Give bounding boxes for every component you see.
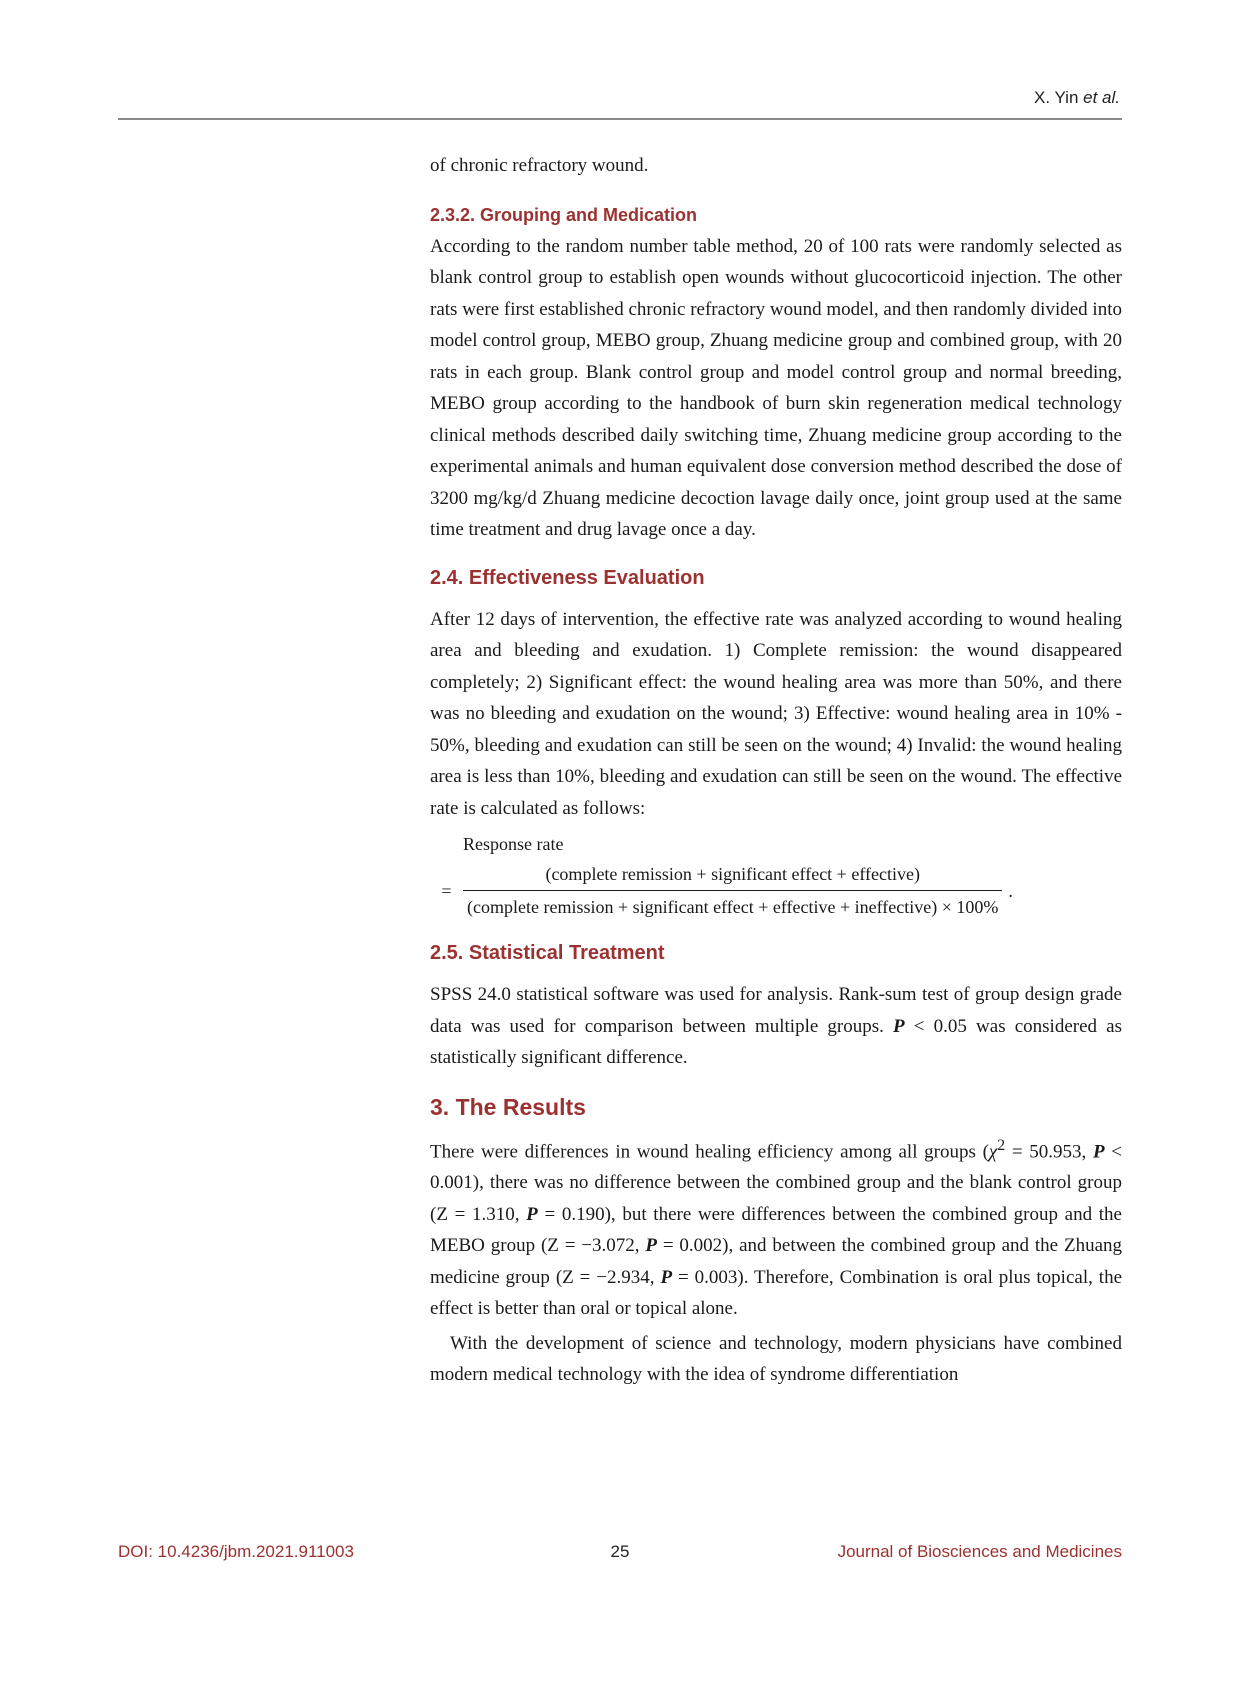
results-text: There were differences in wound healing efficiency among all groups ( [430,1140,989,1162]
results-text: = 0.190), but there were differences between the combined group and the MEBO group (Z = −3.072, [430,1203,1122,1257]
chi-symbol: χ [988,1140,998,1162]
results-text: = 0.003). Therefore, Combination is oral plus topical, the effect is better than oral or topical alone. [430,1266,1122,1320]
p-symbol: P [1092,1140,1105,1162]
running-head-etal: et al. [1083,88,1120,107]
section-2-5-heading: 2.5. Statistical Treatment [430,942,665,964]
footer-doi[interactable]: DOI: 10.4236/jbm.2021.911003 [118,1542,354,1561]
continuation-text: of chronic refractory wound. [430,155,649,176]
formula-fraction-row [430,860,1122,921]
results-paragraph-2: With the development of science and technology, modern physicians have combined modern medical technology with the idea of syndrome differentiation [430,1332,1122,1386]
section-2-5-text-b: < 0.05 was considered as statistically significant difference. [430,1015,1122,1068]
p-symbol: P [526,1203,538,1225]
footer-page-number: 25 [610,1542,630,1561]
section-2-5-text-a: SPSS 24.0 statistical software was used for analysis. Rank-sum test of group design grade data was used for comparison between multiple groups. [430,984,1122,1037]
running-head-author: X. Yin [1033,88,1079,107]
header-rule [118,118,1122,120]
section-2-4-body: After 12 days of intervention, the effective rate was analyzed according to wound healing area and bleeding and exudation. 1) Complete remission: the wound disappeared completely; 2) Significant effect: the wound healing area was more than 50%, and there was no bleeding and exudation on the wound; 3) Effective: wound healing area in 10% - 50%, bleeding and exudation can still be seen on the wound; 4) Invalid: the wound healing area is less than 10%, bleeding and exudation can still be seen on the wound. The effective rate is calculated as follows: [430,608,1122,819]
section-2-4-heading: 2.4. Effectiveness Evaluation [430,566,705,589]
results-text: = 50.953, [1005,1140,1093,1162]
section-3-heading: 3. The Results [430,1093,586,1120]
section-2-3-2-heading: 2.3.2. Grouping and Medication [430,204,698,225]
p-symbol: P [645,1235,657,1257]
section-2-3-2-body: According to the random number table method, 20 of 100 rats were randomly selected as blank control group to establish open wounds without glucocorticoid injection. The other rats were first established chronic refractory wound model, and then randomly divided into model control group, MEBO group, Zhuang medicine group and combined group, with 20 rats in each group. Blank control group and model control group and normal breeding, MEBO group according to the handbook of burn skin regeneration medical technology clinical methods described daily switching time, Zhuang medicine group according to the experimental animals and human equivalent dose conversion method described the dose of 3200 mg/kg/d Zhuang medicine decoction lavage daily once, joint group used at the same time treatment and drug lavage once a day. [430,235,1122,540]
page-footer [118,1542,1122,1568]
p-symbol: P [660,1266,673,1288]
footer-journal-name: Journal of Biosciences and Medicines [837,1542,1122,1561]
results-text: < 0.001), there was no difference between the combined group and the blank control group (Z = 1.310, [430,1140,1122,1225]
results-text: = 0.002), and between the combined group and the Zhuang medicine group (Z = −2.934, [430,1235,1123,1288]
chi-superscript: 2 [997,1136,1006,1154]
formula-numerator: (complete remission + significant effect + effective) [545,864,920,884]
formula-period: . [1008,880,1013,901]
running-head [1034,88,1120,108]
results-paragraph-1 [430,1130,1122,1325]
formula-denominator: (complete remission + significant effect + effective + ineffective) × 100% [467,897,999,917]
p-symbol: P [893,1015,905,1037]
formula-fraction [463,860,1002,921]
formula-lhs: Response rate [463,834,564,854]
formula-equals: = [441,880,452,901]
main-column [430,150,1122,1391]
response-rate-formula [430,830,1122,921]
section-2-5-body [430,979,1122,1074]
